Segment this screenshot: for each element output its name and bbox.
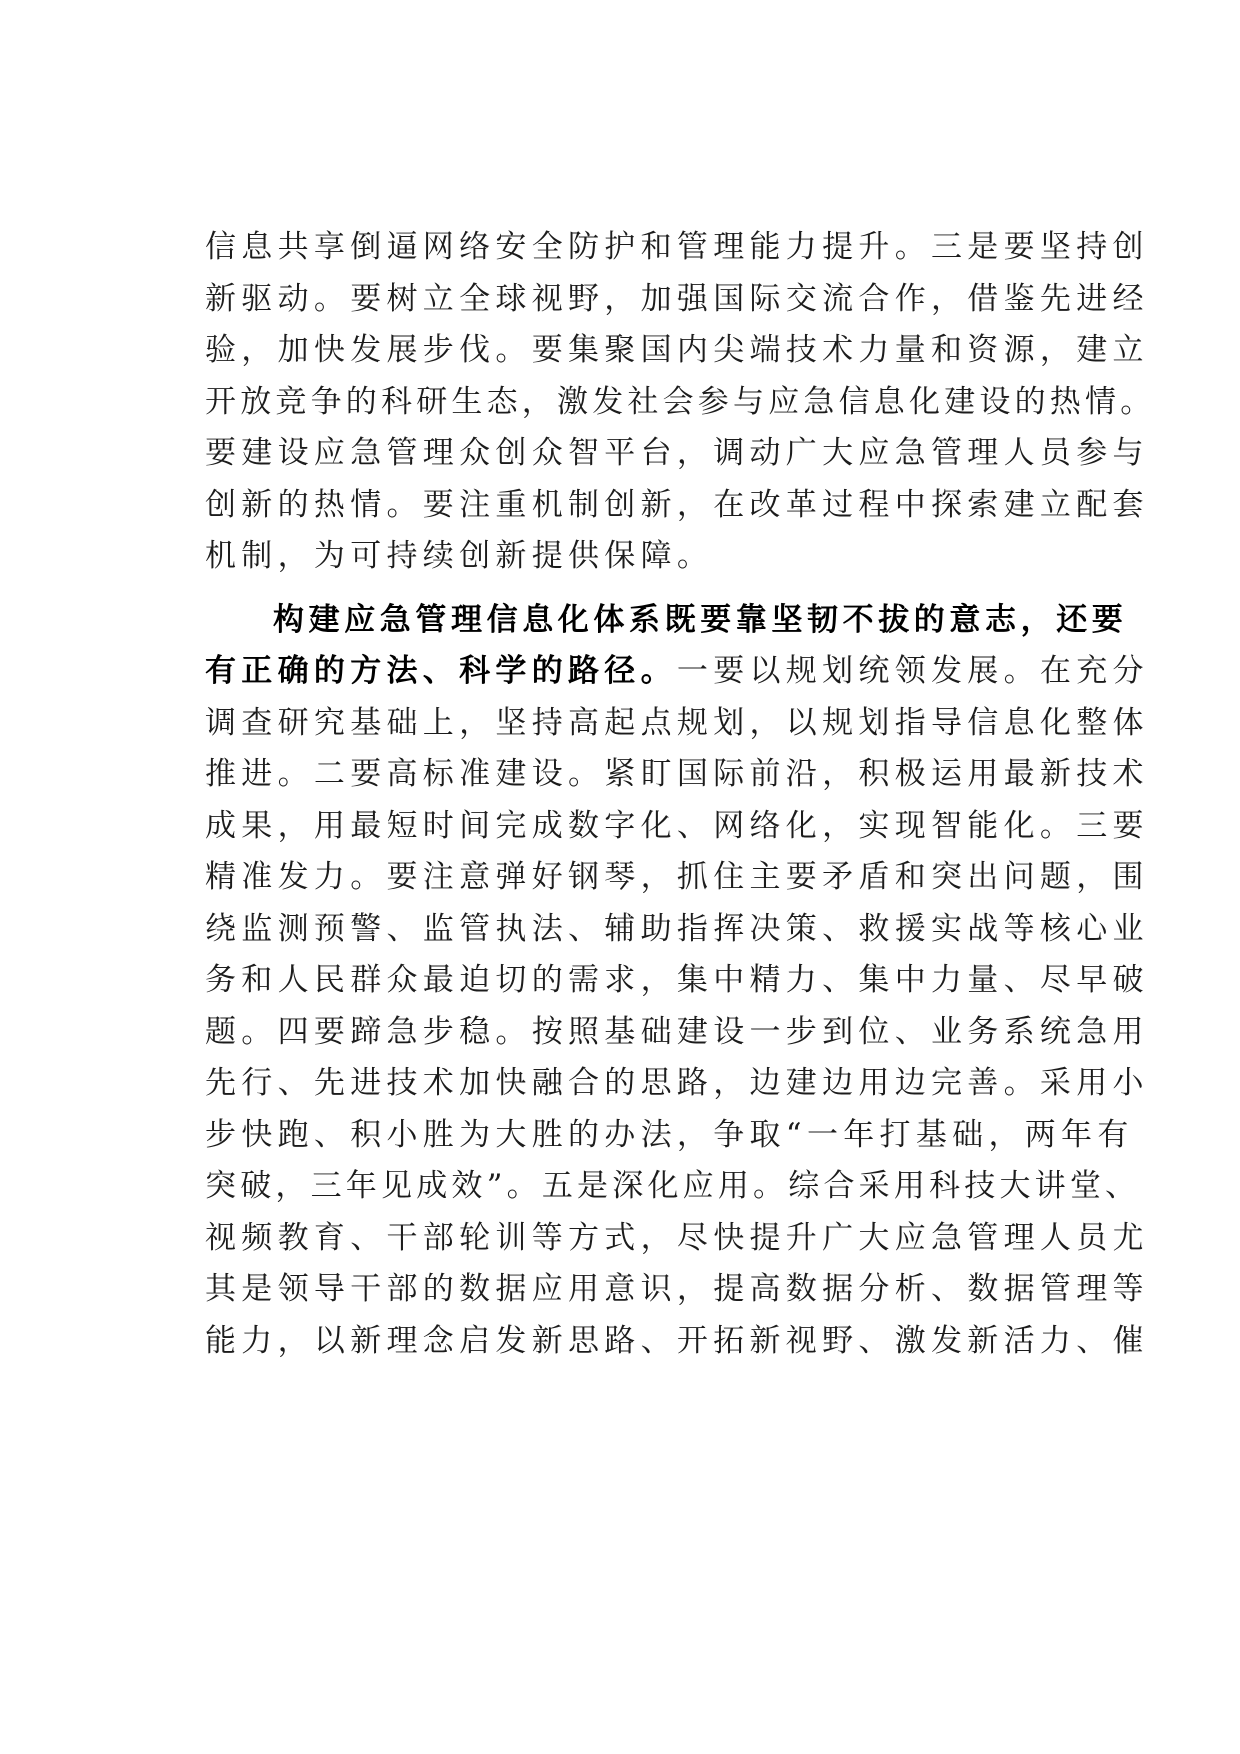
bold-lead-sentence-end: 有正确的方法、科学的路径。 <box>205 653 677 689</box>
text-line: 成果，用最短时间完成数字化、网络化，实现智能化。三要 <box>205 807 1149 844</box>
text-line: 精准发力。要注意弹好钢琴，抓住主要矛盾和突出问题，围 <box>205 859 1149 895</box>
paragraph-2 <box>205 595 1149 1368</box>
text-line: 题。四要蹄急步稳。按照基础建设一步到位、业务系统急用 <box>205 1013 1149 1050</box>
text-line: 验，加快发展步伐。要集聚国内尖端技术力量和资源，建立 <box>205 332 1149 368</box>
text-line: 能力，以新理念启发新思路、开拓新视野、激发新活力、催 <box>205 1322 1149 1359</box>
text-line: 步快跑、积小胜为大胜的办法，争取“一年打基础，两年有 <box>205 1116 1134 1153</box>
text-line: 先行、先进技术加快融合的思路，边建边用边完善。采用小 <box>205 1065 1149 1101</box>
text-line: 调查研究基础上，坚持高起点规划，以规划指导信息化整体 <box>205 704 1149 741</box>
text-line: 机制，为可持续创新提供保障。 <box>205 538 714 574</box>
bold-lead-sentence: 构建应急管理信息化体系既要靠坚韧不拔的意志，还要 <box>273 601 1128 638</box>
text-segment: 一要以规划统领发展。在充分 <box>676 653 1149 689</box>
text-line: 开放竞争的科研生态，激发社会参与应急信息化建设的热情。 <box>205 383 1156 420</box>
text-line: 绕监测预警、监管执法、辅助指挥决策、救援实战等核心业 <box>205 910 1149 947</box>
text-line: 要建设应急管理众创众智平台，调动广大应急管理人员参与 <box>205 435 1149 471</box>
body-text <box>205 222 1156 1367</box>
text-line: 推进。二要高标准建设。紧盯国际前沿，积极运用最新技术 <box>205 756 1149 792</box>
text-line: 新驱动。要树立全球视野，加强国际交流合作，借鉴先进经 <box>205 280 1149 317</box>
text-line: 创新的热情。要注重机制创新，在改革过程中探索建立配套 <box>205 486 1149 523</box>
text-line: 信息共享倒逼网络安全防护和管理能力提升。三是要坚持创 <box>205 229 1149 265</box>
text-line: 视频教育、干部轮训等方式，尽快提升广大应急管理人员尤 <box>205 1219 1149 1256</box>
paragraph-1 <box>205 222 1156 583</box>
text-line <box>205 595 1128 647</box>
text-line <box>205 646 1149 698</box>
text-line: 突破，三年见成效”。五是深化应用。综合采用科技大讲堂、 <box>205 1168 1141 1204</box>
text-line: 其是领导干部的数据应用意识，提高数据分析、数据管理等 <box>205 1271 1149 1307</box>
text-line: 务和人民群众最迫切的需求，集中精力、集中力量、尽早破 <box>205 962 1149 998</box>
